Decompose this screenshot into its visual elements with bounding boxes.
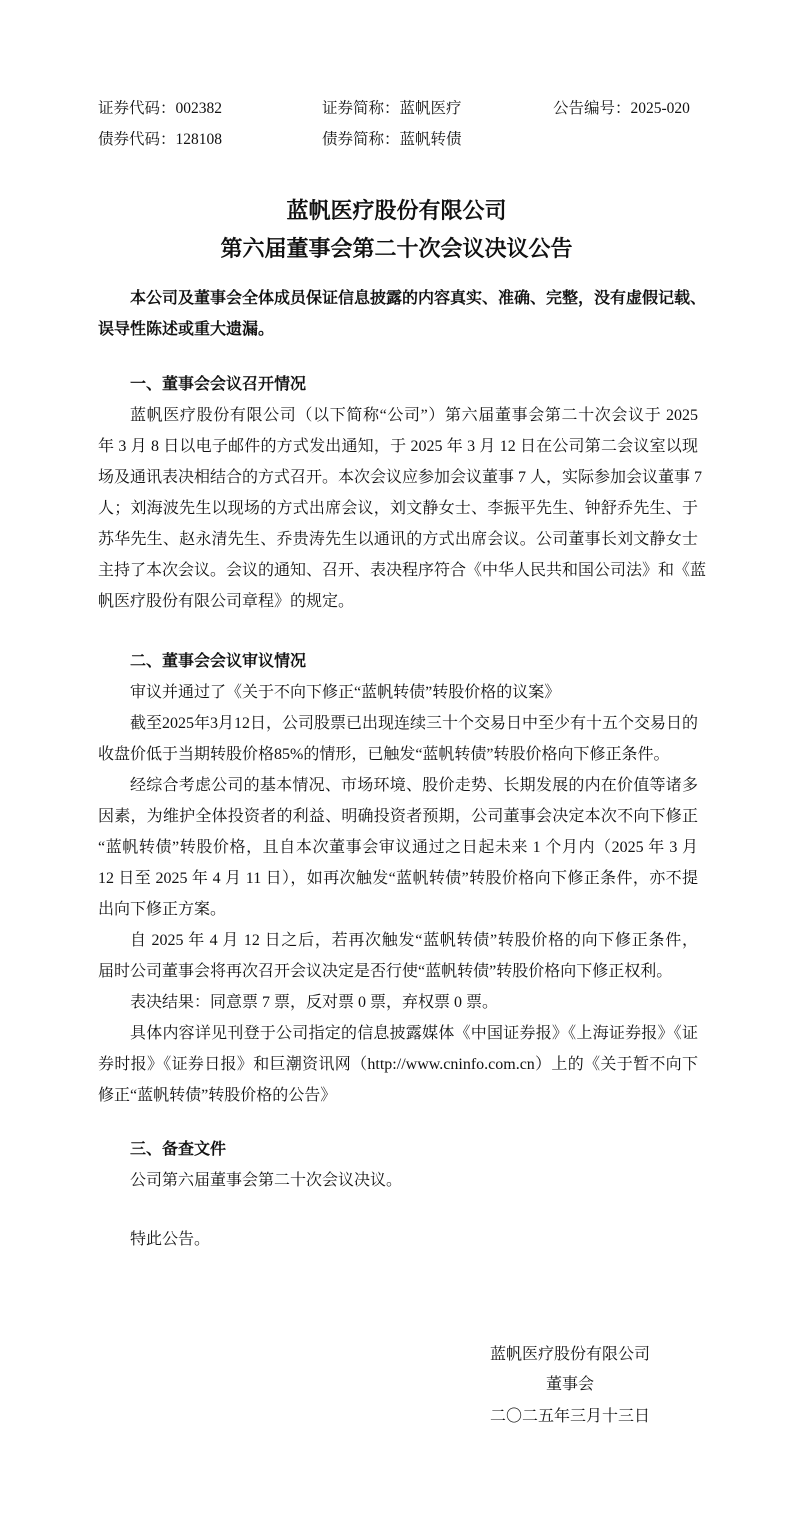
signature-date: 二〇二五年三月十三日 bbox=[489, 1408, 650, 1425]
bond-code: 债券代码：128108 bbox=[98, 131, 223, 148]
text-line: 年 3 月 8 日以电子邮件的方式发出通知，于 2025 年 3 月 12 日在公司第二会议室以现 bbox=[98, 438, 698, 455]
text-line: 出向下修正方案。 bbox=[98, 901, 227, 918]
reference-document: 公司第六届董事会第二十次会议决议。 bbox=[130, 1172, 403, 1189]
statement-line: 误导性陈述或重大遗漏。 bbox=[98, 321, 275, 338]
motion-title: 审议并通过了《关于不向下修正“蓝帆转债”转股价格的议案》 bbox=[130, 684, 561, 701]
text-line: 因素，为维护全体投资者的利益、明确投资者预期，公司董事会决定本次不向下修正 bbox=[98, 808, 698, 825]
stock-code: 证券代码：002382 bbox=[98, 100, 223, 117]
signature-company: 蓝帆医疗股份有限公司 bbox=[489, 1346, 650, 1363]
notice-number: 公告编号：2025-020 bbox=[553, 100, 690, 117]
text-line: 苏华先生、赵永清先生、乔贵涛先生以通讯的方式出席会议。公司董事长刘文静女士 bbox=[98, 531, 698, 548]
signature-board: 董事会 bbox=[545, 1376, 594, 1393]
text-line: 修正“蓝帆转债”转股价格的公告》 bbox=[98, 1087, 337, 1104]
text-line: 场及通讯表决相结合的方式召开。本次会议应参加会议董事 7 人，实际参加会议董事 7 bbox=[98, 469, 703, 486]
company-title: 蓝帆医疗股份有限公司 bbox=[286, 198, 507, 223]
section-heading: 二、董事会会议审议情况 bbox=[130, 653, 307, 670]
text-line: 截至2025年3月12日，公司股票已出现连续三十个交易日中至少有十五个交易日的 bbox=[130, 715, 699, 732]
bond-name: 债券简称：蓝帆转债 bbox=[322, 131, 462, 148]
closing-text: 特此公告。 bbox=[130, 1231, 211, 1248]
section-heading: 三、备查文件 bbox=[130, 1141, 227, 1158]
text-line: 经综合考虑公司的基本情况、市场环境、股价走势、长期发展的内在价值等诸多 bbox=[130, 777, 698, 794]
text-line: 12 日至 2025 年 4 月 11 日），如再次触发“蓝帆转债”转股价格向下修正条件，亦不提 bbox=[98, 870, 698, 887]
notice-title: 第六届董事会第二十次会议决议公告 bbox=[220, 236, 573, 261]
text-line: 收盘价低于当期转股价格85%的情形，已触发“蓝帆转债”转股价格向下修正条件。 bbox=[98, 746, 670, 763]
section-heading: 一、董事会会议召开情况 bbox=[130, 376, 307, 393]
stock-name: 证券简称：蓝帆医疗 bbox=[322, 100, 462, 117]
text-line: “蓝帆转债”转股价格，且自本次董事会审议通过之日起未来 1 个月内（2025 年 3 月 bbox=[98, 839, 698, 856]
text-line: 人；刘海波先生以现场的方式出席会议，刘文静女士、李振平先生、钟舒乔先生、于 bbox=[98, 500, 698, 517]
text-line: 帆医疗股份有限公司章程》的规定。 bbox=[98, 593, 355, 610]
statement-line: 本公司及董事会全体成员保证信息披露的内容真实、准确、完整，没有虚假记载、 bbox=[130, 290, 707, 307]
text-line: 蓝帆医疗股份有限公司（以下简称“公司”）第六届董事会第二十次会议于 2025 bbox=[130, 407, 698, 424]
text-line: 自 2025 年 4 月 12 日之后，若再次触发“蓝帆转债”转股价格的向下修正条件， bbox=[130, 932, 698, 949]
text-line: 具体内容详见刊登于公司指定的信息披露媒体《中国证券报》《上海证券报》《证 bbox=[130, 1025, 698, 1042]
text-line: 主持了本次会议。会议的通知、召开、表决程序符合《中华人民共和国公司法》和《蓝 bbox=[98, 562, 707, 579]
vote-result: 表决结果：同意票 7 票，反对票 0 票，弃权票 0 票。 bbox=[130, 994, 499, 1011]
text-line: 届时公司董事会将再次召开会议决定是否行使“蓝帆转债”转股价格向下修正权利。 bbox=[98, 963, 673, 980]
text-line: 券时报》《证券日报》和巨潮资讯网（http://www.cninfo.com.cn）上的《关于暂不向下 bbox=[98, 1056, 698, 1073]
